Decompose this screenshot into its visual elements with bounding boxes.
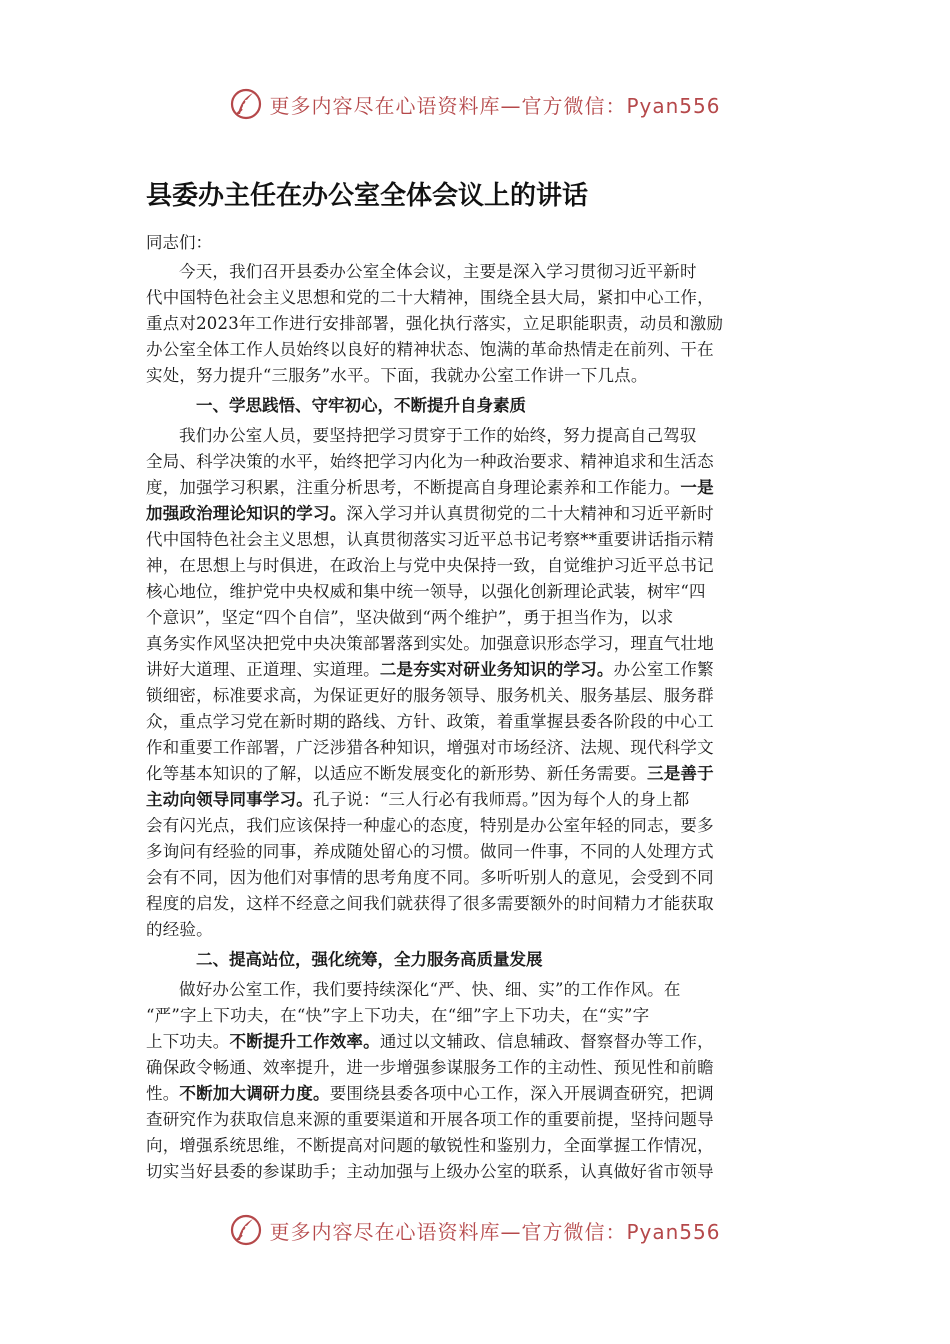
text-line: 神，在思想上与时俱进，在政治上与党中央保持一致，自觉维护习近平总书记 (146, 556, 714, 575)
text-line: 代中国特色社会主义思想，认真贯彻落实习近平总书记考察**重要讲话指示精 (146, 530, 714, 549)
text-line: 多询问有经验的同事，养成随处留心的习惯。做同一件事，不同的人处理方式 (146, 842, 714, 861)
text-line: 核心地位，维护党中央权威和集中统一领导，以强化创新理论武装，树牢“四 (146, 582, 706, 601)
footer-banner (0, 1210, 950, 1250)
intro-paragraph (146, 259, 802, 389)
section-1-paragraph (146, 423, 802, 943)
emphasis-text: 三是善于 (647, 764, 714, 783)
emphasis-text: 主动向领导同事学习。 (146, 790, 313, 809)
document-body (146, 176, 802, 1185)
text-line: 做好办公室工作，我们要持续深化“严、快、细、实”的工作作风。在 (179, 980, 681, 999)
text-line: 确保政令畅通、效率提升，进一步增强参谋服务工作的主动性、预见性和前瞻 (146, 1058, 714, 1077)
header-banner (0, 84, 950, 124)
text-line: 我们办公室人员，要坚持把学习贯穿于工作的始终，努力提高自己驾驭 (179, 426, 697, 445)
section-2-paragraph (146, 977, 802, 1185)
text-line: 会有不同，因为他们对事情的思考角度不同。多听听别人的意见，会受到不同 (146, 868, 714, 887)
feather-pen-icon (229, 87, 263, 121)
text-line: 讲好大道理、正道理、实道理。二是夯实对研业务知识的学习。办公室工作繁 (146, 660, 714, 679)
emphasis-text: 不断提升工作效率。 (229, 1032, 380, 1051)
text-line: 化等基本知识的了解，以适应不断发展变化的新形势、新任务需要。三是善于 (146, 764, 714, 783)
text-line: 加强政治理论知识的学习。深入学习并认真贯彻党的二十大精神和习近平新时 (146, 504, 714, 523)
text-line: 主动向领导同事学习。孔子说：“三人行必有我师焉。”因为每个人的身上都 (146, 790, 690, 809)
text-line: 会有闪光点，我们应该保持一种虚心的态度，特别是办公室年轻的同志，要多 (146, 816, 714, 835)
text-line: 个意识”，坚定“四个自信”，坚决做到“两个维护”，勇于担当作为，以求 (146, 608, 674, 627)
emphasis-text: 加强政治理论知识的学习。 (146, 504, 347, 523)
salutation: 同志们： (146, 233, 212, 252)
emphasis-text: 二是夯实对研业务知识的学习。 (379, 660, 614, 679)
text-line: 锁细密，标准要求高，为保证更好的服务领导、服务机关、服务基层、服务群 (146, 686, 714, 705)
banner-text: 更多内容尽在心语资料库—官方微信：Pyan556 (269, 1219, 721, 1244)
text-line: 性。不断加大调研力度。要围绕县委各项中心工作，深入开展调查研究，把调 (146, 1084, 714, 1103)
section-heading-2: 二、提高站位，强化统筹，全力服务高质量发展 (196, 950, 543, 969)
text-line: 作和重要工作部署，广泛涉猎各种知识，增强对市场经济、法规、现代科学文 (146, 738, 714, 757)
feather-pen-icon (229, 1213, 263, 1247)
text-line: 查研究作为获取信息来源的重要渠道和开展各项工作的重要前提，坚持问题导 (146, 1110, 714, 1129)
text-line: 向，增强系统思维，不断提高对问题的敏锐性和鉴别力，全面掌握工作情况， (146, 1136, 714, 1155)
text-line: 办公室全体工作人员始终以良好的精神状态、饱满的革命热情走在前列、干在 (146, 340, 714, 359)
text-line: 代中国特色社会主义思想和党的二十大精神，围绕全县大局，紧扣中心工作， (146, 288, 714, 307)
text-line: 上下功夫。不断提升工作效率。通过以文辅政、信息辅政、督察督办等工作， (146, 1032, 714, 1051)
text-line: 真务实作风坚决把党中央决策部署落到实处。加强意识形态学习，理直气壮地 (146, 634, 714, 653)
text-line: 程度的启发，这样不经意之间我们就获得了很多需要额外的时间精力才能获取 (146, 894, 714, 913)
section-heading-1: 一、学思践悟、守牢初心，不断提升自身素质 (196, 396, 526, 415)
document-title: 县委办主任在办公室全体会议上的讲话 (146, 181, 589, 211)
text-line: 众，重点学习党在新时期的路线、方针、政策，着重掌握县委各阶段的中心工 (146, 712, 714, 731)
text-line: 度，加强学习积累，注重分析思考，不断提高自身理论素养和工作能力。一是 (146, 478, 714, 497)
text-line: 实处，努力提升“三服务”水平。下面，我就办公室工作讲一下几点。 (146, 366, 648, 385)
banner-text: 更多内容尽在心语资料库—官方微信：Pyan556 (269, 93, 721, 118)
text-line: 切实当好县委的参谋助手；主动加强与上级办公室的联系，认真做好省市领导 (146, 1162, 714, 1181)
text-line: 今天，我们召开县委办公室全体会议，主要是深入学习贯彻习近平新时 (179, 262, 697, 281)
text-line: “严”字上下功夫，在“快”字上下功夫，在“细”字上下功夫，在“实”字 (146, 1006, 650, 1025)
text-line: 全局、科学决策的水平，始终把学习内化为一种政治要求、精神追求和生活态 (146, 452, 714, 471)
text-line: 重点对2023年工作进行安排部署，强化执行落实，立足职能职责，动员和激励 (146, 314, 724, 333)
text-line: 的经验。 (146, 920, 213, 939)
emphasis-text: 一是 (680, 478, 714, 497)
emphasis-text: 不断加大调研力度。 (179, 1084, 330, 1103)
